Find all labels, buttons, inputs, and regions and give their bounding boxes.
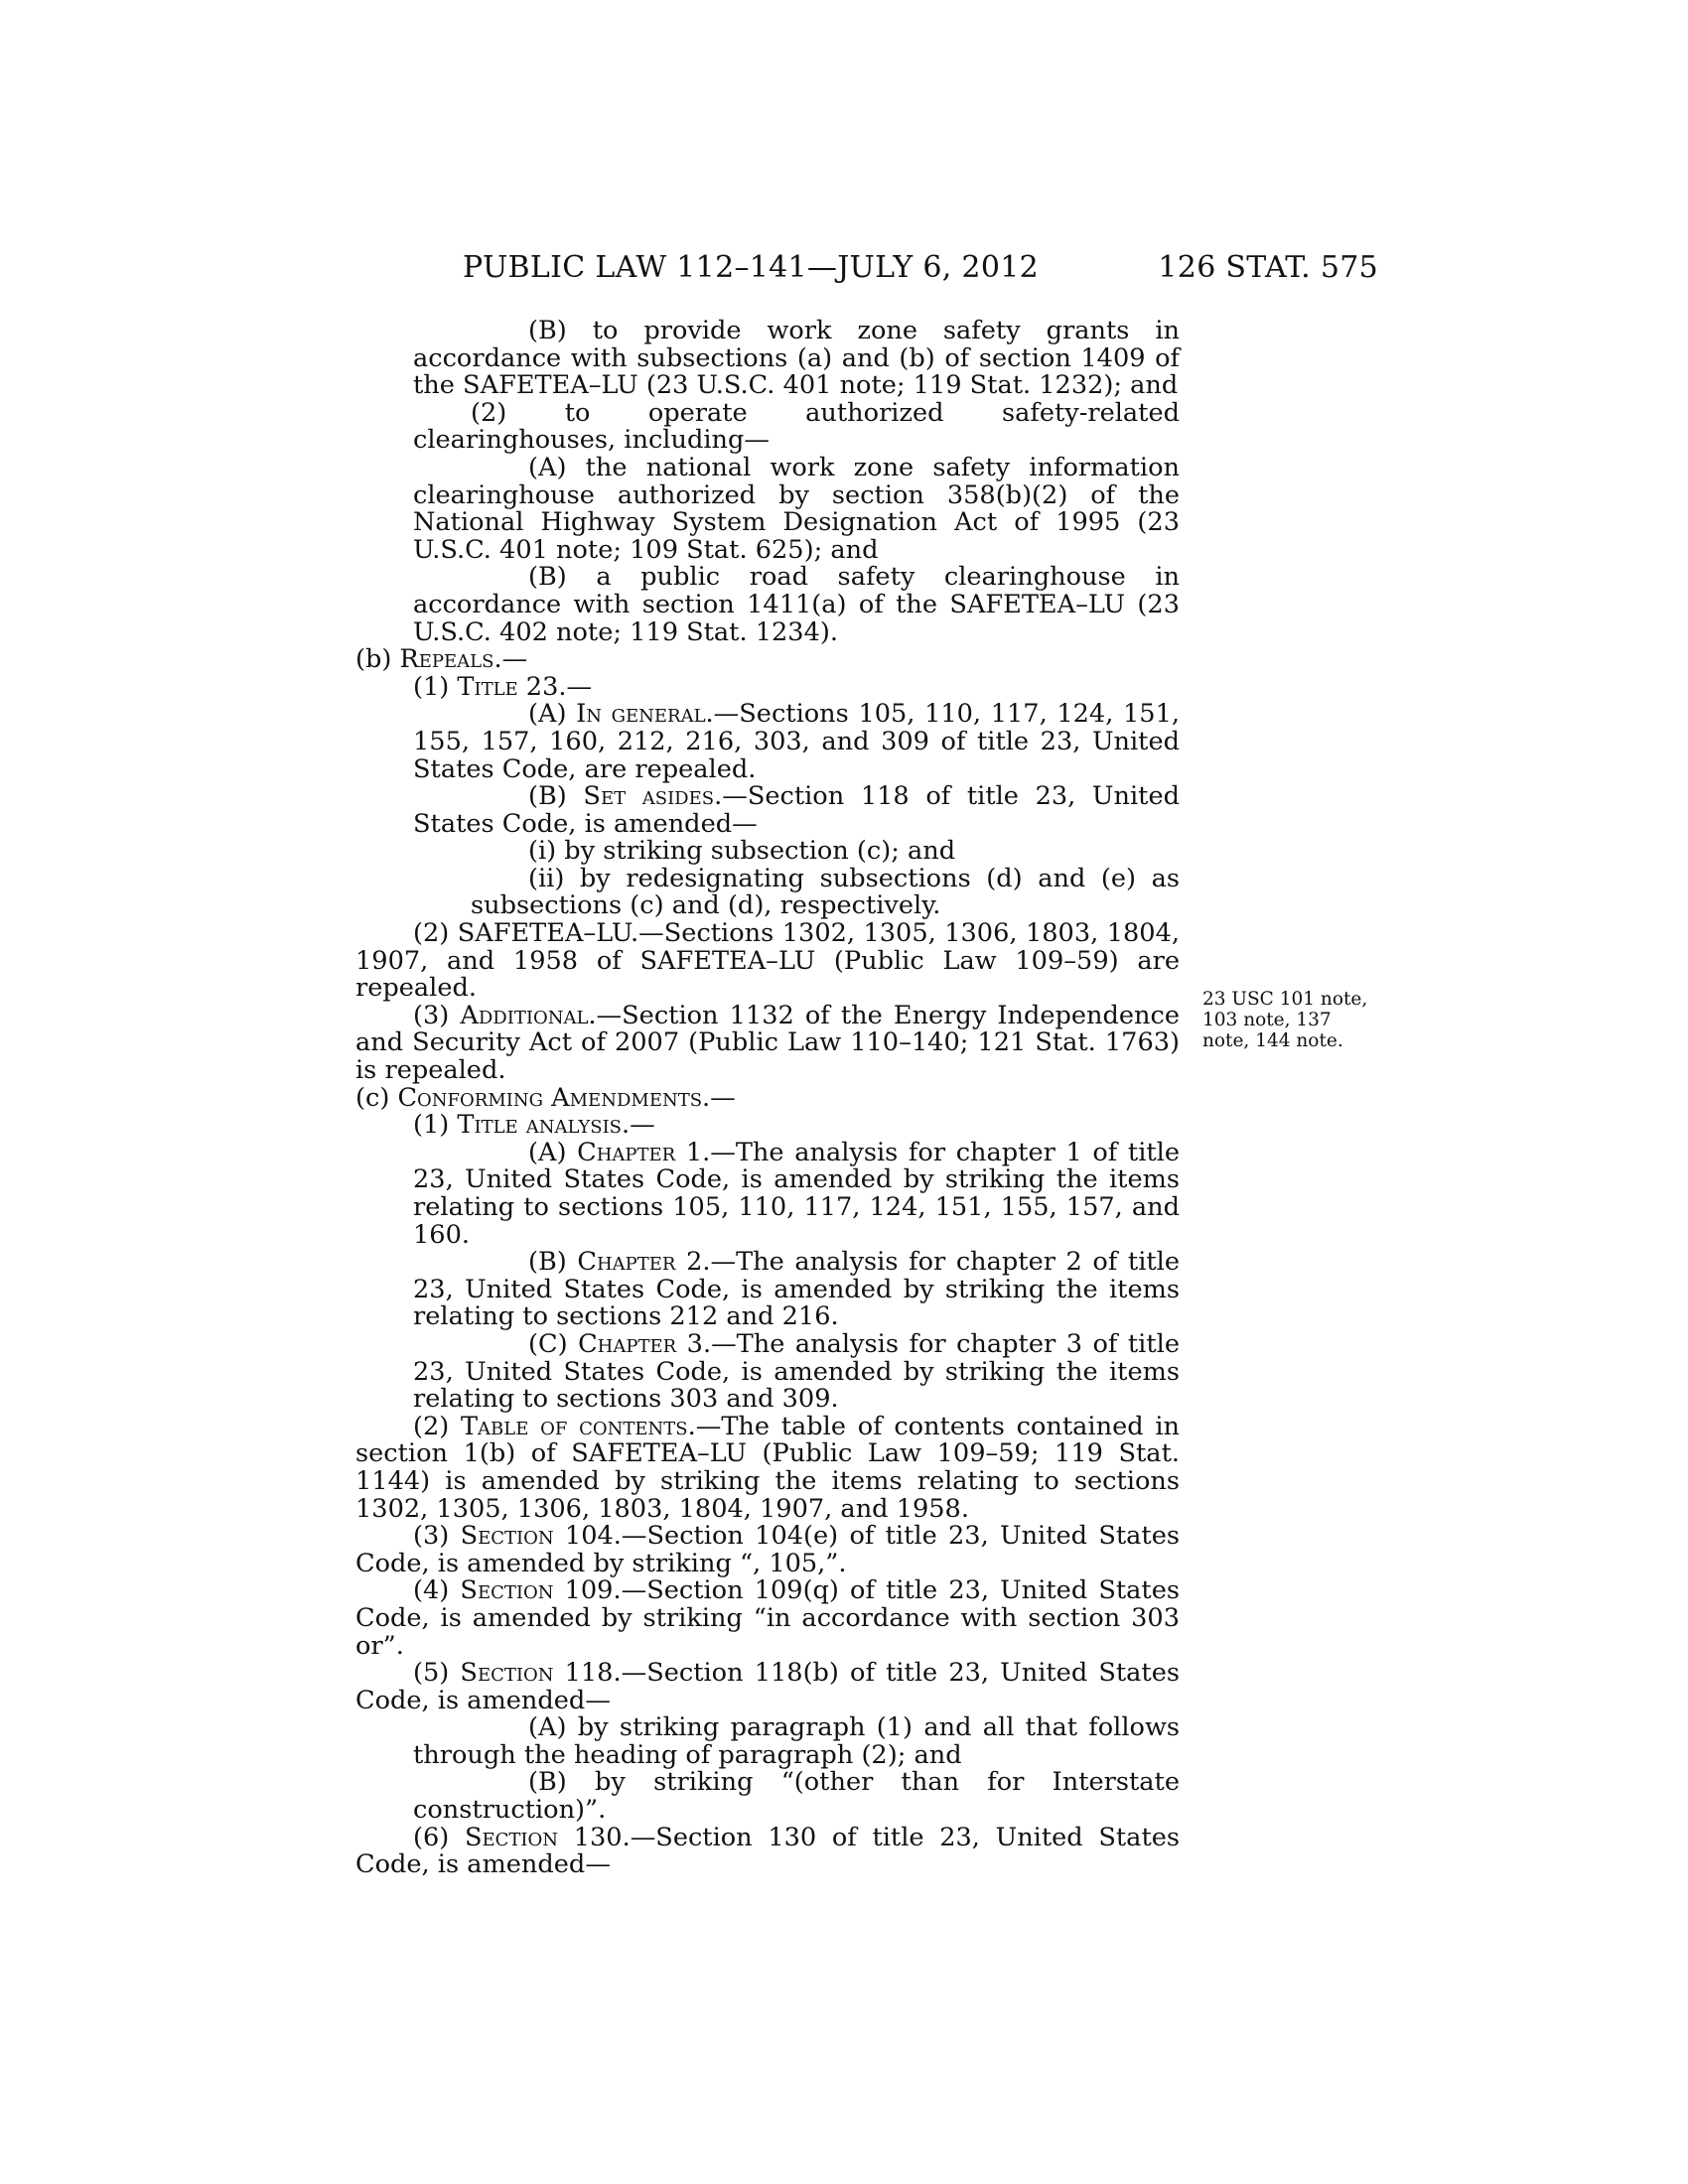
paragraph [355, 863, 1180, 921]
page-header-stat: 126 STAT. 575 [1158, 250, 1378, 285]
paragraph-text: (C) [528, 1328, 579, 1359]
paragraph-heading: Title analysis [457, 1110, 623, 1141]
paragraph [355, 1577, 1180, 1660]
paragraph-text: .—Section 1132 of the Energy Independence and Security Act of 2007 (Public Law 110–140; 121 Stat. 1763) is repealed. [355, 1000, 1181, 1086]
paragraph [355, 318, 1180, 400]
paragraph-text: (A) the national work zone safety information clearinghouse authorized by section 358(b)(2) of the National Highway System Designation Act of 1995 (23 U.S.C. 401 note; 109 Stat. 625); and [413, 452, 1180, 565]
margin-note-line: note, 144 note. [1202, 1030, 1343, 1051]
paragraph [355, 1660, 1180, 1714]
margin-note-line: 23 USC 101 note, [1202, 989, 1368, 1010]
paragraph [355, 920, 1180, 1003]
paragraph-text: (2) to operate authorized safety-related clearinghouses, including— [413, 397, 1180, 456]
paragraph-text: (3) [413, 1000, 461, 1030]
paragraph-text: (A) [528, 699, 577, 730]
paragraph [355, 671, 1180, 702]
paragraph [355, 564, 1180, 646]
paragraph-text: .—Section 109(q) of title 23, United States Code, is amended by striking “in accordance with section 303 or”. [355, 1575, 1180, 1661]
paragraph-heading: Chapter 1 [577, 1137, 703, 1167]
paragraph-heading: Repeals [399, 644, 494, 675]
paragraph [355, 452, 1180, 565]
paragraph-text: .— [702, 1082, 736, 1113]
paragraph-text: .—Sections 105, 110, 117, 124, 151, 155, 157, 160, 212, 216, 303, and 309 of title 23, United States Code, are repealed. [413, 699, 1180, 784]
paragraph-heading: Section 130 [464, 1822, 623, 1852]
paragraph-text: (3) [413, 1521, 461, 1552]
paragraph-text: (B) [528, 1247, 578, 1278]
paragraph-text: (B) by striking “(other than for Interstate construction)”. [413, 1767, 1180, 1826]
paragraph-text: (1) [413, 671, 458, 702]
paragraph-text: (c) [355, 1082, 398, 1113]
paragraph-text: .— [622, 1110, 655, 1141]
paragraph [355, 1822, 1181, 1880]
paragraph-text: (2) [413, 1411, 461, 1441]
paragraph-text: .—The analysis for chapter 3 of title 23, United States Code, is amended by striking the items relating to sections 303 and 309. [413, 1328, 1180, 1415]
paragraph-text: (A) by striking paragraph (1) and all that follows through the heading of paragraph (2); and [413, 1712, 1180, 1770]
paragraph-text: (ii) by redesignating subsections (d) and (e) as subsections (c) and (d), respectively. [471, 863, 1180, 921]
paragraph-text: .—The analysis for chapter 2 of title 23, United States Code, is amended by striking the items relating to sections 212 and 216. [413, 1247, 1181, 1332]
paragraph [355, 1523, 1180, 1577]
paragraph-text: .— [493, 644, 528, 675]
paragraph [355, 1082, 1180, 1113]
paragraph-heading: Section 118 [460, 1658, 614, 1689]
paragraph-heading: Section 104 [460, 1521, 614, 1552]
paragraph-text: .—Section 118(b) of title 23, United States Code, is amended— [355, 1658, 1180, 1715]
paragraph-text: (A) [528, 1137, 578, 1167]
paragraph-heading: In general [576, 699, 706, 730]
paragraph-text: (4) [413, 1575, 461, 1606]
paragraph [355, 397, 1180, 456]
paragraph-text: (B) a public road safety clearinghouse in accordance with section 1411(a) of the SAFETEA–LU (23 U.S.C. 402 note; 119 Stat. 1234). [413, 562, 1180, 647]
page-header-title: PUBLIC LAW 112–141—JULY 6, 2012 [463, 250, 1039, 285]
paragraph [355, 783, 1180, 838]
paragraph-text: (b) [355, 644, 400, 675]
statute-body [355, 318, 1180, 1879]
paragraph-text: .—Section 118 of title 23, United States Code, is amended— [413, 781, 1180, 839]
paragraph [355, 1411, 1180, 1524]
paragraph-heading: Table of contents [460, 1411, 688, 1441]
paragraph-text: (B) to provide work zone safety grants in accordance with subsections (a) and (b) of section 1409 of the SAFETEA–LU (23 U.S.C. 401 note; 119 Stat. 1232); and [413, 316, 1180, 401]
paragraph-heading: Chapter 2 [577, 1247, 703, 1278]
margin-note [1202, 989, 1386, 1051]
paragraph-text: .—The table of contents contained in section 1(b) of SAFETEA–LU (Public Law 109–59; 119 Stat. 1144) is amended by striking the items relating to sections 1302, 1305, 1306, 1803, 1804, 1907, and 1958. [355, 1411, 1180, 1524]
paragraph-text: (6) [413, 1822, 465, 1852]
paragraph-text: (5) [413, 1658, 461, 1689]
paragraph-text: .—Section 104(e) of title 23, United States Code, is amended by striking “, 105,”. [355, 1521, 1180, 1578]
paragraph [355, 1769, 1180, 1824]
paragraph-heading: Chapter 3 [578, 1328, 703, 1359]
paragraph-text: (i) by striking subsection (c); and [528, 836, 956, 867]
paragraph [355, 701, 1180, 783]
paragraph [355, 1137, 1180, 1250]
paragraph-text: (2) SAFETEA–LU.—Sections 1302, 1305, 1306, 1803, 1804, 1907, and 1958 of SAFETEA–LU (Public Law 109–59) are repealed. [355, 918, 1180, 1004]
paragraph-text: (B) [528, 781, 584, 812]
paragraph-text: (1) [413, 1110, 458, 1141]
paragraph-text: .— [558, 671, 593, 702]
paragraph-heading: Section 109 [460, 1575, 614, 1606]
paragraph-text: .—The analysis for chapter 1 of title 23, United States Code, is amended by striking the items relating to sections 105, 110, 117, 124, 151, 155, 157, and 160. [413, 1137, 1180, 1250]
paragraph-text: .—Section 130 of title 23, United States Code, is amended— [355, 1822, 1181, 1880]
paragraph [355, 1249, 1180, 1331]
paragraph [355, 1000, 1181, 1086]
paragraph [355, 1328, 1180, 1415]
paragraph-heading: Additional [460, 1000, 589, 1030]
paragraph-heading: Set asides [583, 781, 715, 812]
paragraph [355, 646, 1180, 674]
margin-note-line: 103 note, 137 [1202, 1010, 1332, 1030]
paragraph [355, 1112, 1180, 1140]
paragraph [355, 838, 1180, 866]
paragraph [355, 1714, 1180, 1769]
page-header [0, 250, 1688, 290]
paragraph-heading: Title 23 [457, 671, 559, 702]
paragraph-heading: Conforming Amendments [397, 1082, 703, 1113]
